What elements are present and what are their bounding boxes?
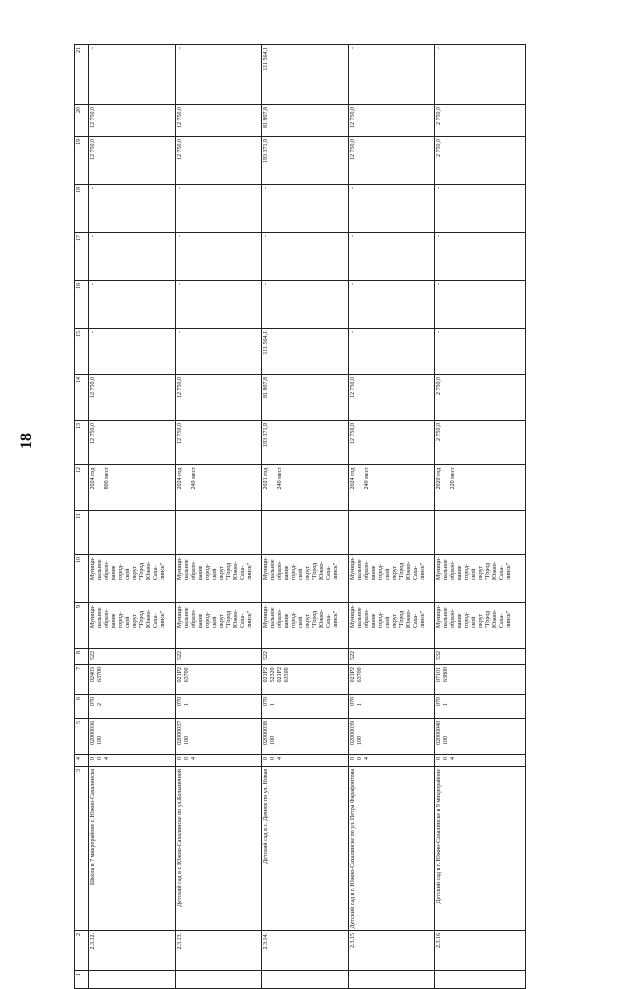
cell-text: 0 0 4 bbox=[90, 757, 111, 760]
table-cell bbox=[262, 185, 348, 233]
column-header-label: 2 bbox=[76, 933, 82, 937]
cell-text: 193 371,9 bbox=[263, 139, 270, 163]
table-cell bbox=[262, 233, 348, 281]
table-cell bbox=[89, 695, 175, 719]
table-cell bbox=[348, 375, 434, 421]
column-header bbox=[75, 105, 89, 137]
table-cell bbox=[175, 137, 261, 185]
cell-text: 522 bbox=[349, 651, 356, 660]
table-cell bbox=[435, 421, 526, 465]
cell-text: - bbox=[436, 235, 443, 237]
table-cell bbox=[175, 281, 261, 329]
cell-text: Муници- пальное образо- вание город- ской округ "Город Южно- Саха- линск" bbox=[90, 557, 167, 581]
table-cell bbox=[348, 465, 434, 511]
table-cell bbox=[175, 767, 261, 931]
column-header bbox=[75, 511, 89, 555]
cell-text: 12 750,0 bbox=[349, 423, 356, 444]
table-cell bbox=[262, 649, 348, 665]
table-cell bbox=[175, 649, 261, 665]
column-header-label: 21 bbox=[76, 47, 82, 53]
column-header bbox=[75, 755, 89, 767]
table-cell bbox=[89, 375, 175, 421]
table-cell bbox=[348, 555, 434, 603]
cell-text: 2.3.15 bbox=[349, 933, 356, 949]
column-band-6 bbox=[75, 695, 526, 719]
cell-text: 12 750,0 bbox=[176, 139, 183, 160]
column-header-label: 14 bbox=[76, 377, 82, 383]
table-cell bbox=[348, 105, 434, 137]
cell-text: 532 bbox=[436, 651, 443, 660]
table-cell bbox=[435, 665, 526, 695]
cell-text: Муници- пальное образо- вание город- ской округ "Город Южно- Саха- линск" bbox=[176, 605, 253, 629]
cell-text: 021P2 63700 bbox=[176, 667, 190, 683]
cell-text: - bbox=[176, 283, 183, 285]
cell-text: - bbox=[90, 235, 97, 237]
table-cell bbox=[89, 233, 175, 281]
table-cell bbox=[348, 931, 434, 971]
table-cell bbox=[175, 931, 261, 971]
cell-text: 0 0 4 bbox=[436, 757, 457, 760]
cell-text: 021P2 63700 bbox=[349, 667, 363, 683]
table-cell bbox=[348, 329, 434, 375]
cell-text: - bbox=[436, 47, 443, 49]
table-cell bbox=[175, 233, 261, 281]
cell-text: 12 750,0 bbox=[349, 377, 356, 398]
table-cell bbox=[262, 329, 348, 375]
cell-text: Детский сад в г. Южно-Сахалинске по ул. Петра Фарафонтова bbox=[349, 769, 356, 929]
column-header-label: 19 bbox=[76, 139, 82, 145]
column-header-label: 6 bbox=[76, 697, 82, 700]
cell-text: 522 bbox=[176, 651, 183, 660]
table-cell bbox=[348, 233, 434, 281]
cell-text: - bbox=[436, 331, 443, 333]
cell-text: 522 bbox=[90, 651, 97, 660]
table-cell bbox=[262, 375, 348, 421]
column-header-label: 13 bbox=[76, 423, 82, 429]
cell-text: 02000039 100 bbox=[349, 721, 363, 745]
table-cell bbox=[175, 329, 261, 375]
column-header-label: 20 bbox=[76, 107, 82, 113]
table-cell bbox=[435, 105, 526, 137]
column-header bbox=[75, 719, 89, 755]
cell-text bbox=[262, 511, 264, 515]
column-header bbox=[75, 971, 89, 989]
cell-text: Муници- пальное образо- вание город- ской округ "Город Южно- Саха- линск" bbox=[436, 605, 513, 629]
table-cell bbox=[348, 719, 434, 755]
column-header-label: 9 bbox=[76, 605, 82, 608]
table-cell bbox=[348, 603, 434, 649]
cell-text: Детский сад в г. Южно-Сахалинске в 9 микрорайоне bbox=[436, 769, 443, 904]
cell-text: - bbox=[176, 331, 183, 333]
column-band-19 bbox=[75, 137, 526, 185]
table-cell bbox=[262, 695, 348, 719]
table-cell bbox=[175, 511, 261, 555]
cell-text: - bbox=[263, 235, 270, 237]
cell-text: 02403 63700 bbox=[90, 667, 104, 682]
cell-text: - bbox=[176, 47, 183, 49]
table-cell bbox=[435, 233, 526, 281]
table-cell bbox=[175, 755, 261, 767]
column-header bbox=[75, 665, 89, 695]
column-header bbox=[75, 375, 89, 421]
cell-text: - bbox=[90, 283, 97, 285]
cell-text: 07101 63800 bbox=[436, 667, 450, 682]
column-header-label: 10 bbox=[76, 557, 82, 563]
table-cell bbox=[348, 971, 434, 989]
cell-text: 2.3.14. bbox=[263, 933, 270, 950]
cell-text: 81 807,8 bbox=[263, 107, 270, 128]
cell-text: Детский сад в с. Дачное по ул. Новая bbox=[263, 769, 270, 864]
table-cell bbox=[89, 137, 175, 185]
column-header-label: 4 bbox=[76, 757, 82, 760]
table-cell bbox=[89, 465, 175, 511]
table-cell bbox=[348, 185, 434, 233]
table-cell bbox=[262, 971, 348, 989]
table-cell bbox=[175, 105, 261, 137]
cell-text: 2024 год 800 мест bbox=[90, 467, 111, 490]
column-header bbox=[75, 329, 89, 375]
cell-text: 021P2 52320 021P2 63500 bbox=[263, 667, 291, 683]
cell-text: Муници- пальное образо- вание город- ской округ "Город Южно- Саха- линск" bbox=[349, 605, 426, 629]
table-cell bbox=[89, 185, 175, 233]
column-band-14 bbox=[75, 375, 526, 421]
column-band-16 bbox=[75, 281, 526, 329]
table-cell bbox=[348, 421, 434, 465]
cell-text: 02000038 100 bbox=[263, 721, 277, 745]
cell-text: - bbox=[176, 187, 183, 189]
cell-text: Муници- пальное образо- вание город- ской округ "Город Южно- Саха- линск" bbox=[436, 557, 513, 581]
table-cell bbox=[435, 185, 526, 233]
cell-text bbox=[89, 511, 91, 515]
table-cell bbox=[435, 695, 526, 719]
column-header-label: 5 bbox=[76, 721, 82, 724]
column-band-13 bbox=[75, 421, 526, 465]
table-cell bbox=[89, 665, 175, 695]
column-band-5 bbox=[75, 719, 526, 755]
cell-text: - bbox=[263, 187, 270, 189]
cell-text: Муници- пальное образо- вание город- ской округ "Город Южно- Саха- линск" bbox=[176, 557, 253, 581]
column-band-12 bbox=[75, 465, 526, 511]
table-cell bbox=[89, 603, 175, 649]
cell-text: 193 371,9 bbox=[263, 423, 270, 447]
cell-text bbox=[176, 511, 178, 515]
table-cell bbox=[435, 45, 526, 105]
column-header-label: 17 bbox=[76, 235, 82, 241]
table-cell bbox=[175, 45, 261, 105]
column-band-21 bbox=[75, 45, 526, 105]
cell-text: 111 564,1 bbox=[263, 47, 270, 71]
column-band-3 bbox=[75, 767, 526, 931]
table-cell bbox=[348, 649, 434, 665]
table-cell bbox=[262, 465, 348, 511]
column-band-18 bbox=[75, 185, 526, 233]
cell-text: 070 1 bbox=[176, 697, 190, 706]
cell-text: 12 750,0 bbox=[90, 107, 97, 128]
cell-text: 12 750,0 bbox=[90, 423, 97, 444]
cell-text: 02000037 100 bbox=[176, 721, 190, 745]
column-header bbox=[75, 931, 89, 971]
column-band-11 bbox=[75, 511, 526, 555]
table-cell bbox=[262, 719, 348, 755]
cell-text: - bbox=[90, 187, 97, 189]
table-cell bbox=[435, 767, 526, 931]
table-cell bbox=[348, 45, 434, 105]
table-cell bbox=[435, 281, 526, 329]
table-cell bbox=[348, 137, 434, 185]
cell-text: - bbox=[436, 283, 443, 285]
table-cell bbox=[89, 931, 175, 971]
cell-text: 12 750,0 bbox=[176, 377, 183, 398]
cell-text: 070 1 bbox=[349, 697, 363, 706]
column-header-label: 3 bbox=[76, 769, 82, 772]
table-cell bbox=[262, 931, 348, 971]
column-header bbox=[75, 281, 89, 329]
cell-text: 12 750,0 bbox=[349, 139, 356, 160]
cell-text: 2.3.16 bbox=[436, 933, 443, 949]
cell-text: - bbox=[349, 283, 356, 285]
table-cell bbox=[435, 603, 526, 649]
table-cell bbox=[175, 695, 261, 719]
cell-text bbox=[435, 971, 437, 975]
cell-text: 81 807,8 bbox=[263, 377, 270, 398]
table-cell bbox=[262, 555, 348, 603]
cell-text: - bbox=[90, 331, 97, 333]
column-header bbox=[75, 185, 89, 233]
table-cell bbox=[89, 45, 175, 105]
cell-text bbox=[262, 971, 264, 975]
table-cell bbox=[435, 971, 526, 989]
data-table bbox=[74, 44, 526, 977]
column-header-label: 12 bbox=[76, 467, 82, 473]
cell-text: 12 750,0 bbox=[349, 107, 356, 128]
column-header bbox=[75, 603, 89, 649]
cell-text: 070 2 bbox=[90, 697, 104, 706]
table-cell bbox=[262, 105, 348, 137]
cell-text: Детский сад в г. Южно-Сахалинске по ул.Больничной bbox=[176, 769, 183, 907]
cell-text: 12 750,0 bbox=[90, 139, 97, 160]
cell-text: 12 750,0 bbox=[176, 423, 183, 444]
column-header-label: 11 bbox=[76, 513, 82, 519]
column-band-1 bbox=[75, 971, 526, 989]
table-cell bbox=[262, 45, 348, 105]
cell-text: 12 750,0 bbox=[176, 107, 183, 128]
cell-text: 02000040 100 bbox=[436, 721, 450, 745]
cell-text: - bbox=[90, 47, 97, 49]
table-cell bbox=[348, 755, 434, 767]
column-band-17 bbox=[75, 233, 526, 281]
cell-text: - bbox=[349, 187, 356, 189]
column-header bbox=[75, 649, 89, 665]
column-band-9 bbox=[75, 603, 526, 649]
cell-text: Муници- пальное образо- вание город- ской округ "Город Южно- Саха- линск" bbox=[349, 557, 426, 581]
table-cell bbox=[175, 719, 261, 755]
table-cell bbox=[262, 603, 348, 649]
column-header bbox=[75, 137, 89, 185]
column-band-10 bbox=[75, 555, 526, 603]
table-cell bbox=[175, 555, 261, 603]
column-header-label: 8 bbox=[76, 651, 82, 654]
cell-text: 2 750,0 bbox=[436, 107, 443, 125]
column-band-15 bbox=[75, 329, 526, 375]
table-cell bbox=[262, 511, 348, 555]
column-header bbox=[75, 555, 89, 603]
column-header bbox=[75, 421, 89, 465]
cell-text: 2.3.12. bbox=[90, 933, 97, 950]
table-cell bbox=[89, 767, 175, 931]
page-number: 18 bbox=[18, 433, 35, 449]
table-cell bbox=[89, 649, 175, 665]
column-band-4 bbox=[75, 755, 526, 767]
table-cell bbox=[348, 767, 434, 931]
table-cell bbox=[262, 421, 348, 465]
table-cell bbox=[435, 755, 526, 767]
cell-text: 12 750,0 bbox=[90, 377, 97, 398]
cell-text: - bbox=[436, 187, 443, 189]
table-cell bbox=[89, 755, 175, 767]
cell-text: 2.3.13. bbox=[176, 933, 183, 950]
column-header bbox=[75, 45, 89, 105]
column-header bbox=[75, 695, 89, 719]
table-cell bbox=[435, 719, 526, 755]
table-cell bbox=[175, 603, 261, 649]
cell-text: 2024 год 240 мест bbox=[176, 467, 197, 490]
table-cell bbox=[175, 185, 261, 233]
cell-text: 111 564,1 bbox=[263, 331, 270, 355]
cell-text bbox=[349, 511, 351, 515]
table-cell bbox=[175, 971, 261, 989]
table-cell bbox=[89, 281, 175, 329]
cell-text: Муници- пальное образо- вание город- ской округ "Город Южно- Саха- линск" bbox=[90, 605, 167, 629]
cell-text: 2024 год 240 мест bbox=[349, 467, 370, 490]
cell-text: 0 0 4 bbox=[263, 757, 284, 760]
table-cell bbox=[89, 719, 175, 755]
column-band-20 bbox=[75, 105, 526, 137]
cell-text: 02000036 100 bbox=[90, 721, 104, 745]
table-cell bbox=[175, 375, 261, 421]
table-cell bbox=[435, 375, 526, 421]
table-cell bbox=[348, 511, 434, 555]
table-cell bbox=[89, 555, 175, 603]
cell-text: - bbox=[176, 235, 183, 237]
table-cell bbox=[262, 137, 348, 185]
table-cell bbox=[89, 511, 175, 555]
table-cell bbox=[175, 465, 261, 511]
cell-text bbox=[89, 971, 91, 975]
column-band-2 bbox=[75, 931, 526, 971]
column-band-8 bbox=[75, 649, 526, 665]
table-cell bbox=[262, 281, 348, 329]
cell-text: Муници- пальное образо- вание город- ской округ "Город Южно- Саха- линск" bbox=[263, 605, 340, 629]
table-cell bbox=[89, 421, 175, 465]
table-cell bbox=[262, 665, 348, 695]
table-cell bbox=[262, 767, 348, 931]
cell-text: - bbox=[263, 283, 270, 285]
cell-text: 070 1 bbox=[436, 697, 450, 706]
cell-text: - bbox=[349, 331, 356, 333]
table-cell bbox=[435, 329, 526, 375]
column-band-7 bbox=[75, 665, 526, 695]
table-cell bbox=[435, 555, 526, 603]
cell-text: Муници- пальное образо- вание город- ской округ "Город Южно- Саха- линск" bbox=[263, 557, 340, 581]
table-cell bbox=[262, 755, 348, 767]
cell-text: 2 750,0 bbox=[436, 139, 443, 157]
table-cell bbox=[175, 421, 261, 465]
table-cell bbox=[435, 931, 526, 971]
table-cell bbox=[89, 329, 175, 375]
cell-text: - bbox=[349, 47, 356, 49]
table-cell bbox=[348, 281, 434, 329]
table-cell bbox=[435, 649, 526, 665]
table-cell bbox=[435, 465, 526, 511]
cell-text bbox=[349, 971, 351, 975]
cell-text: 522 bbox=[263, 651, 270, 660]
cell-text: 2020 год 220 мест bbox=[436, 467, 457, 490]
cell-text: - bbox=[349, 235, 356, 237]
cell-text: 070 1 bbox=[263, 697, 277, 706]
table-cell bbox=[175, 665, 261, 695]
table-cell bbox=[89, 105, 175, 137]
cell-text: 2 750,0 bbox=[436, 377, 443, 395]
column-header-label: 7 bbox=[76, 667, 82, 670]
column-header-label: 16 bbox=[76, 283, 82, 289]
table-cell bbox=[435, 137, 526, 185]
column-header-label: 15 bbox=[76, 331, 82, 337]
table-cell bbox=[89, 971, 175, 989]
column-header-label: 18 bbox=[76, 187, 82, 193]
cell-text: 2021 год 240 мест bbox=[263, 467, 284, 490]
cell-text: 0 0 4 bbox=[349, 757, 370, 760]
table-cell bbox=[348, 695, 434, 719]
column-header-label: 1 bbox=[76, 973, 82, 977]
cell-text: 0 0 4 bbox=[176, 757, 197, 760]
table-cell bbox=[348, 665, 434, 695]
table-cell bbox=[435, 511, 526, 555]
cell-text bbox=[176, 971, 178, 975]
column-header bbox=[75, 233, 89, 281]
column-header bbox=[75, 465, 89, 511]
cell-text: 2 750,0 bbox=[436, 423, 443, 441]
cell-text bbox=[435, 511, 437, 515]
column-header bbox=[75, 767, 89, 931]
cell-text: Школа в 7 микрорайоне г. Южно-Сахалинска bbox=[90, 769, 97, 885]
